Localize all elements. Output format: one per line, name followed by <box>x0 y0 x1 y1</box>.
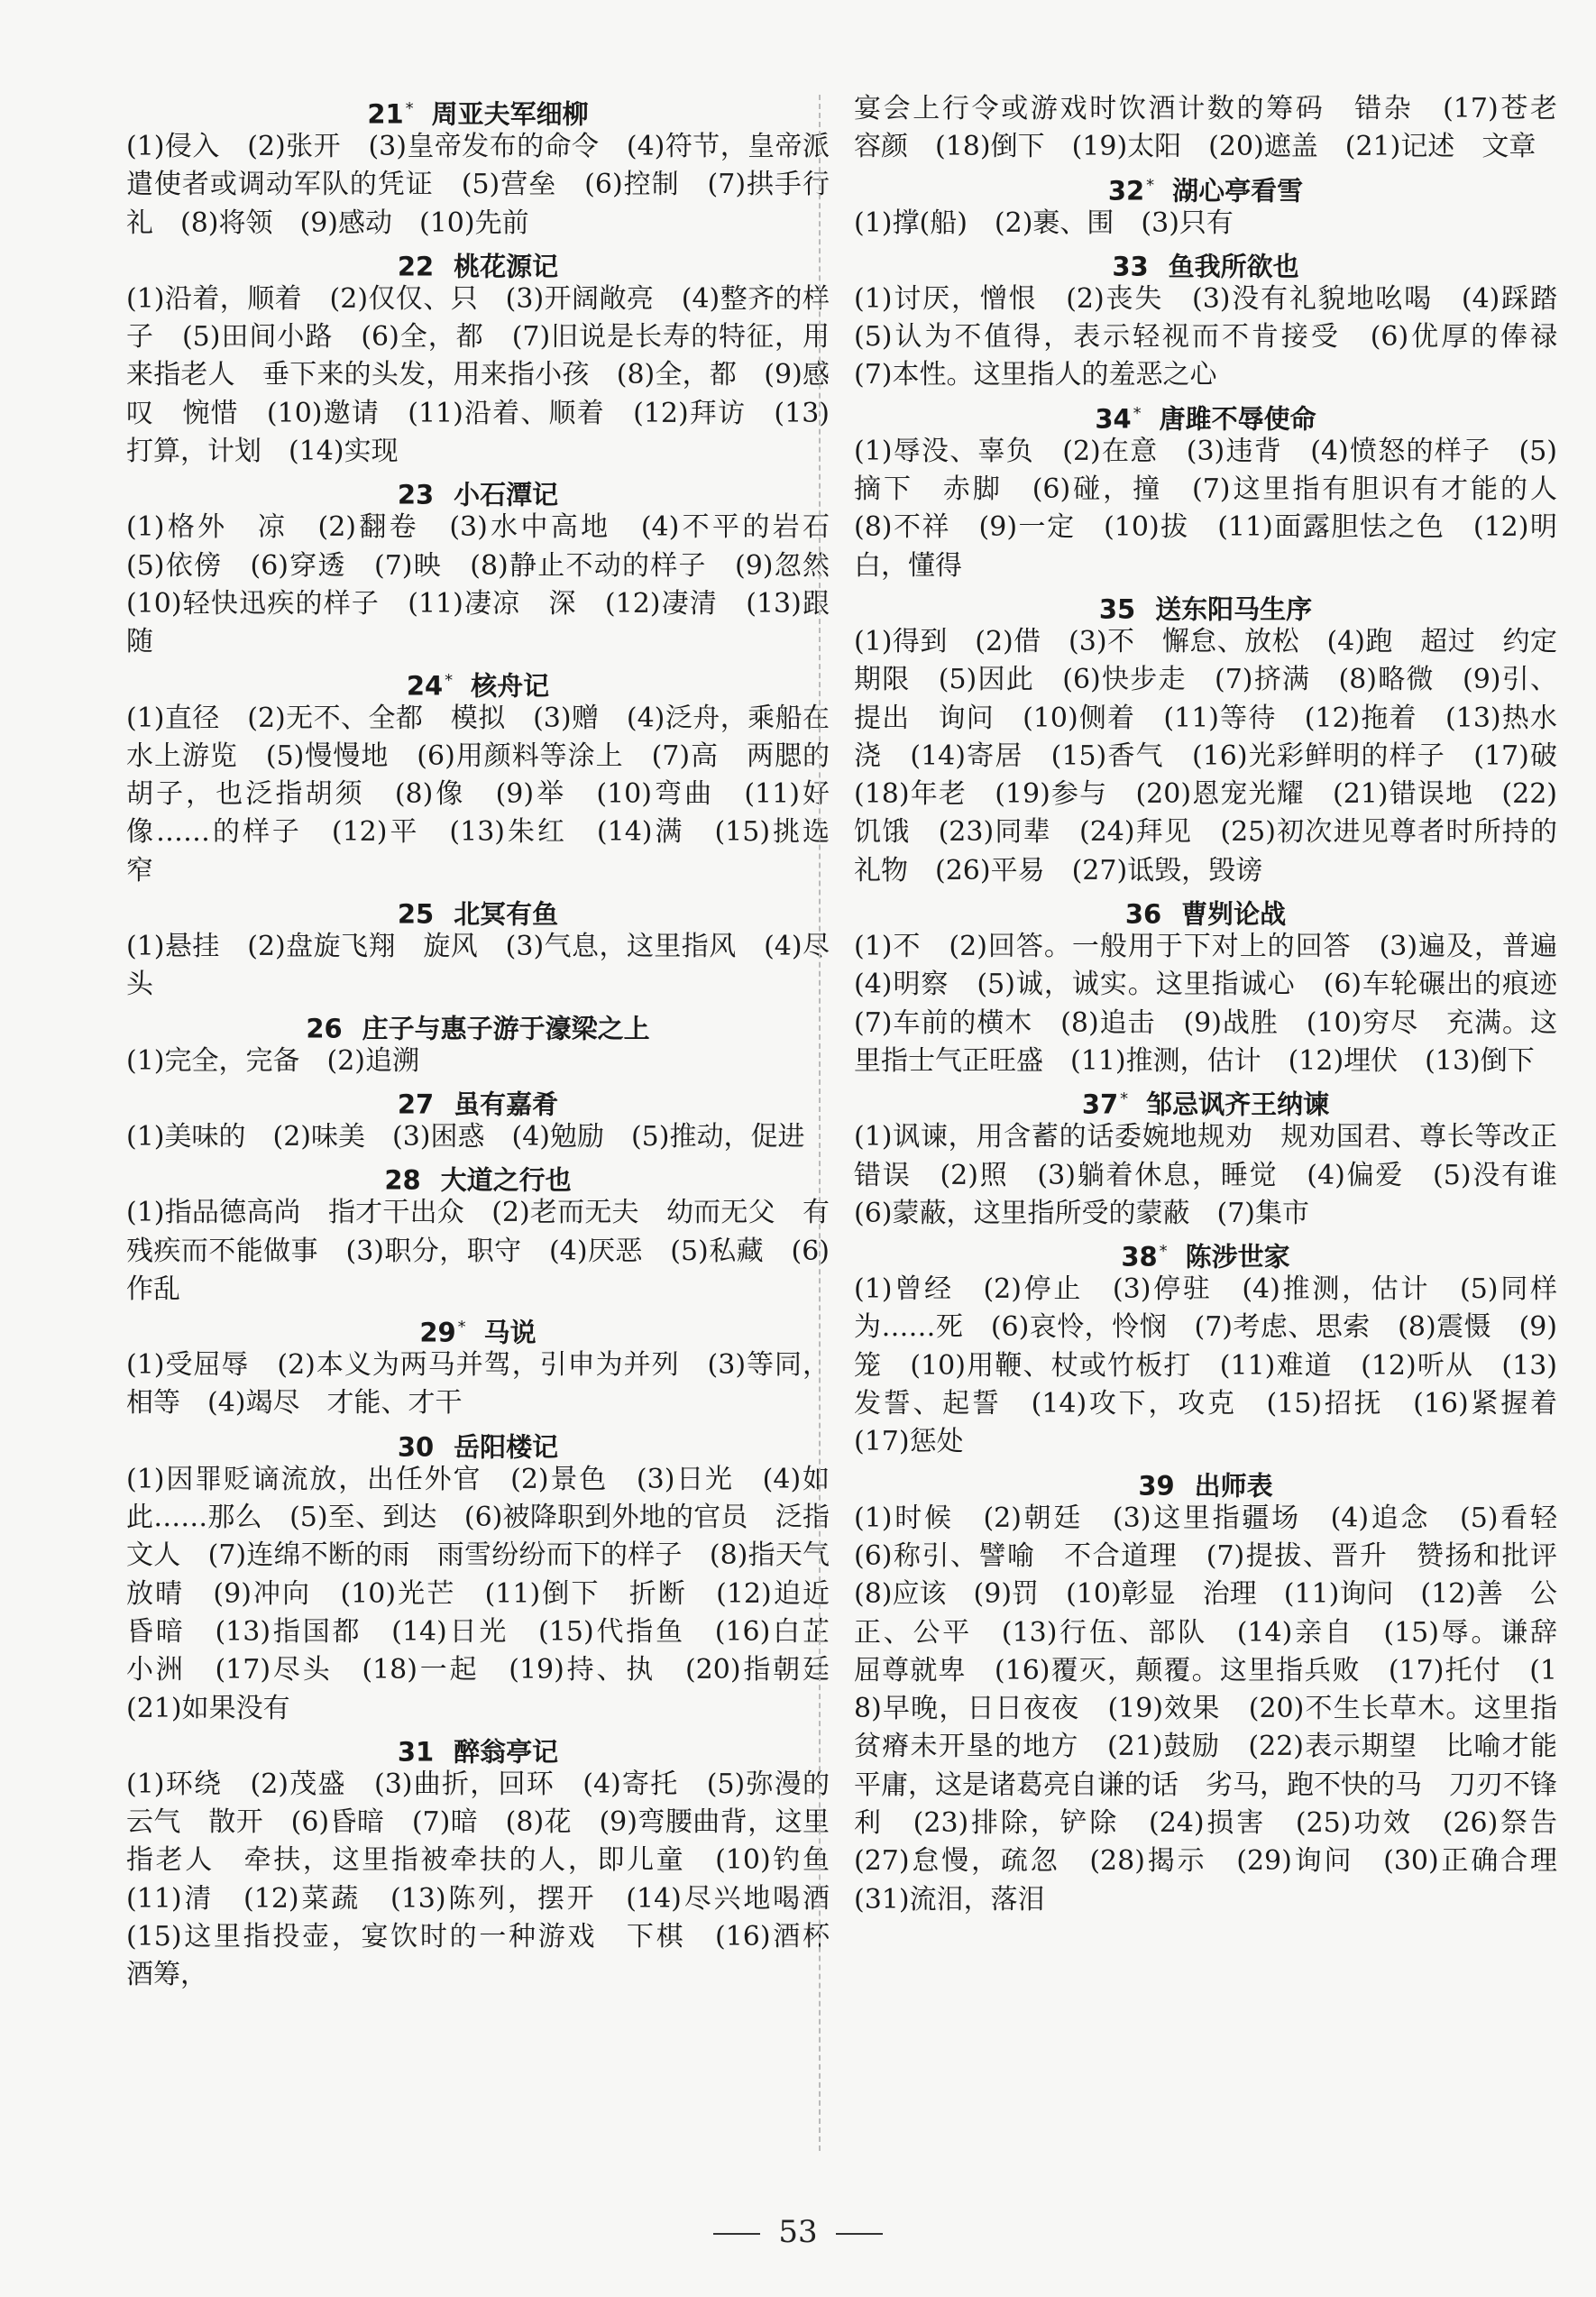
lesson-title <box>854 167 1557 205</box>
lesson-section <box>126 1423 857 1728</box>
lesson-title <box>854 1080 1557 1118</box>
lesson-number: 33 <box>1112 251 1149 282</box>
self-study-star: * <box>457 1318 466 1337</box>
lesson-title-text: 周亚夫军细柳 <box>431 98 589 130</box>
answer-text: (1)沿着，顺着 (2)仅仅、只 (3)开阔敞亮 (4)整齐的样子 (5)田间小路 (6)全，都 (7)旧说是长寿的特征，用来指老人 垂下来的头发，用来指小孩 (8)全，都 (9)感叹 惋惜 (10)邀请 (11)沿着、顺着 (12)拜访 (13)打算，计划 (14)实现 <box>126 282 830 468</box>
lesson-title-text: 虽有嘉肴 <box>454 1089 559 1120</box>
answer-text: (1)时候 (2)朝廷 (3)这里指疆场 (4)追念 (5)看轻 (6)称引、譬喻 不合道理 (7)提拔、晋升 赞扬和批评 (8)应该 (9)罚 (10)彰显 治理 (11)询问 (12)善 公正、公平 (13)行伍、部队 (14)亲自 (15)辱。谦辞 屈尊就卑 (16)覆灭，颠覆。这里指兵败 (17)托付 (18)早晚，日日夜夜 (19)效果 (20)不生长草木。这里指贫瘠未开垦的地方 (21)鼓励 (22)表示期望 比喻才能平庸，这是诸葛亮自谦的话 劣马，跑不快的马 刀刃不锋利 (23)排除，铲除 (24)损害 (25)功效 (26)祭告 (27)怠慢，疏忽 (28)揭示 (29)询问 (30)正确合理 (31)流泪，落泪 <box>854 1502 1584 1916</box>
lesson-section <box>854 243 1584 395</box>
lesson-title <box>126 662 830 700</box>
lesson-title <box>126 1423 830 1461</box>
lesson-title <box>126 243 830 280</box>
lesson-title <box>126 1309 830 1346</box>
lesson-title-text: 岳阳楼记 <box>454 1431 559 1463</box>
lesson-title <box>854 890 1557 928</box>
lesson-number: 32 <box>1107 175 1145 207</box>
lesson-number: 23 <box>397 480 435 511</box>
lesson-title-text: 曹刿论战 <box>1181 898 1287 930</box>
lesson-title <box>126 1728 830 1766</box>
lesson-number: 35 <box>1098 593 1136 625</box>
answer-text: (1)悬挂 (2)盘旋飞翔 旋风 (3)气息，这里指风 (4)尽头 <box>126 931 830 1001</box>
lesson-section <box>854 1233 1584 1461</box>
lesson-section <box>126 1309 830 1423</box>
lesson-section <box>126 1005 830 1080</box>
answer-text: (1)不 (2)回答。一般用于下对上的回答 (3)遍及，普遍 (4)明察 (5)诚，诚实。这里指诚心 (6)车轮碾出的痕迹 (7)车前的横木 (8)追击 (9)战胜 (10)穷尽 充满。这里指士气正旺盛 (11)推测，估计 (12)埋伏 (13)倒下 <box>854 931 1584 1077</box>
answer-text: (1)讨厌，憎恨 (2)丧失 (3)没有礼貌地吆喝 (4)踩踏 (5)认为不值得，表示轻视而不肯接受 (6)优厚的俸禄 (7)本性。这里指人的羞恶之心 <box>854 282 1584 391</box>
lesson-title <box>126 890 830 928</box>
lesson-number: 39 <box>1138 1470 1175 1502</box>
lesson-section <box>854 890 1584 1080</box>
lesson-number: 31 <box>397 1736 435 1768</box>
lesson-number: 29 <box>419 1317 456 1348</box>
answer-text: (1)格外 凉 (2)翻卷 (3)水中高地 (4)不平的岩石 (5)依傍 (6)穿透 (7)映 (8)静止不动的样子 (9)忽然 (10)轻快迅疾的样子 (11)凄凉 深 (12)凄清 (13)跟随 <box>126 511 857 658</box>
lesson-number: 28 <box>384 1164 421 1196</box>
answer-text: (1)直径 (2)无不、全都 模拟 (3)赠 (4)泛舟，乘船在水上游览 (5)慢慢地 (6)用颜料等涂上 (7)高 两腮的胡子，也泛指胡须 (8)像 (9)举 (10)弯曲 (11)好像……的样子 (12)平 (13)朱红 (14)满 (15)挑选 窄 <box>126 702 857 887</box>
lesson-title-text: 桃花源记 <box>454 251 559 282</box>
answer-text: (1)环绕 (2)茂盛 (3)曲折，回环 (4)寄托 (5)弥漫的云气 散开 (6)昏暗 (7)暗 (8)花 (9)弯腰曲背，这里指老人 牵扶，这里指被牵扶的人，即儿童 (10)钓鱼 (11)清 (12)菜蔬 (13)陈列，摆开 (14)尽兴地喝酒 (15)这里指投壶，宴饮时的一种游戏 下棋 (16)酒杯 酒筹， <box>126 1768 857 1991</box>
answer-text: (1)完全，完备 (2)追溯 <box>126 1044 419 1077</box>
lesson-number: 24 <box>406 670 444 702</box>
answer-text: (1)指品德高尚 指才干出众 (2)老而无夫 幼而无父 有残疾而不能做事 (3)职分，职守 (4)厌恶 (5)私藏 (6)作乱 <box>126 1197 830 1305</box>
lesson-section <box>126 1080 830 1156</box>
lesson-number: 34 <box>1095 403 1132 435</box>
lesson-title <box>126 1156 830 1194</box>
lesson-section <box>126 1156 830 1309</box>
answer-text: (1)受屈辱 (2)本义为两马并驾，引申为并列 (3)等同，相等 (4)竭尽 才能、才干 <box>126 1349 830 1420</box>
self-study-star: * <box>1133 403 1142 423</box>
lesson-section <box>854 585 1584 890</box>
lesson-title <box>854 1233 1557 1271</box>
answer-text: (1)侵入 (2)张开 (3)皇帝发布的命令 (4)符节，皇帝派遣使者或调动军队的凭证 (5)营垒 (6)控制 (7)拱手行礼 (8)将领 (9)感动 (10)先前 <box>126 131 830 239</box>
lesson-number: 30 <box>397 1431 435 1463</box>
lesson-section <box>126 662 857 890</box>
answer-text: (1)美味的 (2)味美 (3)困惑 (4)勉励 (5)推动，促进 <box>126 1120 805 1153</box>
lesson-section <box>854 167 1557 243</box>
lesson-title-text: 陈涉世家 <box>1185 1241 1290 1273</box>
lesson-title-text: 湖心亭看雪 <box>1172 175 1304 207</box>
answer-text: (1)曾经 (2)停止 (3)停驻 (4)推测，估计 (5)同样 为……死 (6)哀怜，怜悯 (7)考虑、思索 (8)震慑 (9)笼 (10)用鞭、杖或竹板打 (11)难道 (12)听从 (13)发誓、起誓 (14)攻下，攻克 (15)招抚 (16)紧握着 (17)惩处 <box>854 1273 1584 1458</box>
footer-dash-right <box>836 2233 883 2235</box>
lesson-title <box>854 1462 1557 1500</box>
lesson-title-text: 北冥有鱼 <box>454 898 559 930</box>
lesson-title-text: 送东阳马生序 <box>1155 593 1313 625</box>
page-number: 53 <box>778 2214 818 2250</box>
lesson-number: 26 <box>306 1013 343 1044</box>
answer-text: (1)因罪贬谪流放，出任外官 (2)景色 (3)日光 (4)如此……那么 (5)至、到达 (6)被降职到外地的官员 泛指文人 (7)连绵不断的雨 雨雪纷纷而下的样子 (8)指天气放晴 (9)冲向 (10)光芒 (11)倒下 折断 (12)迫近 昏暗 (13)指国都 (14)日光 (15)代指鱼 (16)白芷 小洲 (17)尽头 (18)一起 (19)持、执 (20)指朝廷 (21)如果没有 <box>126 1463 857 1724</box>
self-study-star: * <box>1120 1089 1129 1109</box>
lesson-title-text: 邹忌讽齐王纳谏 <box>1146 1089 1330 1120</box>
lesson-section <box>126 1728 857 1995</box>
lesson-title-text: 出师表 <box>1194 1470 1273 1502</box>
lesson-title-text: 唐雎不辱使命 <box>1159 403 1316 435</box>
lesson-number: 38 <box>1121 1241 1158 1273</box>
lesson-title-text: 马说 <box>483 1317 537 1348</box>
lesson-number: 27 <box>397 1089 435 1120</box>
lesson-section <box>126 890 830 1005</box>
lesson-number: 25 <box>397 898 435 930</box>
answer-text: (1)得到 (2)借 (3)不 懈怠、放松 (4)跑 超过 约定期限 (5)因此 (6)快步走 (7)挤满 (8)略微 (9)引、提出 询问 (10)侧着 (11)等待 (12)拖着 (13)热水 浇 (14)寄居 (15)香气 (16)光彩鲜明的样子 (17)破 (18)年老 (19)参与 (20)恩宠光耀 (21)错误地 (22)饥饿 (23)同辈 (24)拜见 (25)初次进见尊者时所持的礼物 (26)平易 (27)诋毁，毁谤 <box>854 625 1584 887</box>
lesson-title-text: 小石潭记 <box>454 480 559 511</box>
self-study-star: * <box>405 99 414 118</box>
lesson-number: 36 <box>1124 898 1162 930</box>
lesson-section <box>854 1080 1584 1233</box>
lesson-title-text: 庄子与惠子游于濠梁之上 <box>362 1013 650 1044</box>
self-study-star: * <box>445 670 454 690</box>
lesson-section <box>126 471 857 661</box>
page-footer <box>0 2214 1596 2250</box>
lesson-title <box>126 471 830 509</box>
lesson-title <box>854 585 1557 623</box>
lesson-title-text: 鱼我所欲也 <box>1168 251 1299 282</box>
lesson-section <box>854 90 1584 167</box>
lesson-title-text: 醉翁亭记 <box>454 1736 559 1768</box>
lesson-section <box>854 1462 1584 1919</box>
lesson-number: 37 <box>1081 1089 1119 1120</box>
lesson-title <box>854 243 1557 280</box>
lesson-title <box>854 395 1557 433</box>
lesson-title-text: 核舟记 <box>471 670 550 702</box>
lesson-title-text: 大道之行也 <box>440 1164 572 1196</box>
answer-text: (1)辱没、辜负 (2)在意 (3)违背 (4)愤怒的样子 (5)摘下 赤脚 (6)碰，撞 (7)这里指有胆识有才能的人 (8)不祥 (9)一定 (10)拔 (11)面露胆怯之色 (12)明白，懂得 <box>854 435 1584 582</box>
answer-text: (1)撑(船) (2)裹、围 (3)只有 <box>854 207 1234 239</box>
right-column <box>854 90 1584 1919</box>
answer-text: 宴会上行令或游戏时饮酒计数的筹码 错杂 (17)苍老 容颜 (18)倒下 (19)太阳 (20)遮盖 (21)记述 文章 <box>854 93 1584 163</box>
lesson-section <box>126 90 830 243</box>
lesson-section <box>126 243 830 471</box>
left-column <box>126 90 857 1995</box>
footer-dash-left <box>713 2233 760 2235</box>
lesson-title <box>126 1080 830 1118</box>
lesson-title <box>126 90 830 128</box>
lesson-number: 22 <box>397 251 435 282</box>
answer-text: (1)讽谏，用含蓄的话委婉地规劝 规劝国君、尊长等改正错误 (2)照 (3)躺着休息，睡觉 (4)偏爱 (5)没有谁 (6)蒙蔽，这里指所受的蒙蔽 (7)集市 <box>854 1121 1584 1229</box>
self-study-star: * <box>1159 1242 1168 1262</box>
lesson-title <box>126 1005 830 1043</box>
self-study-star: * <box>1146 175 1155 195</box>
lesson-section <box>854 395 1584 585</box>
lesson-number: 21 <box>367 98 404 130</box>
column-divider <box>819 95 821 2151</box>
